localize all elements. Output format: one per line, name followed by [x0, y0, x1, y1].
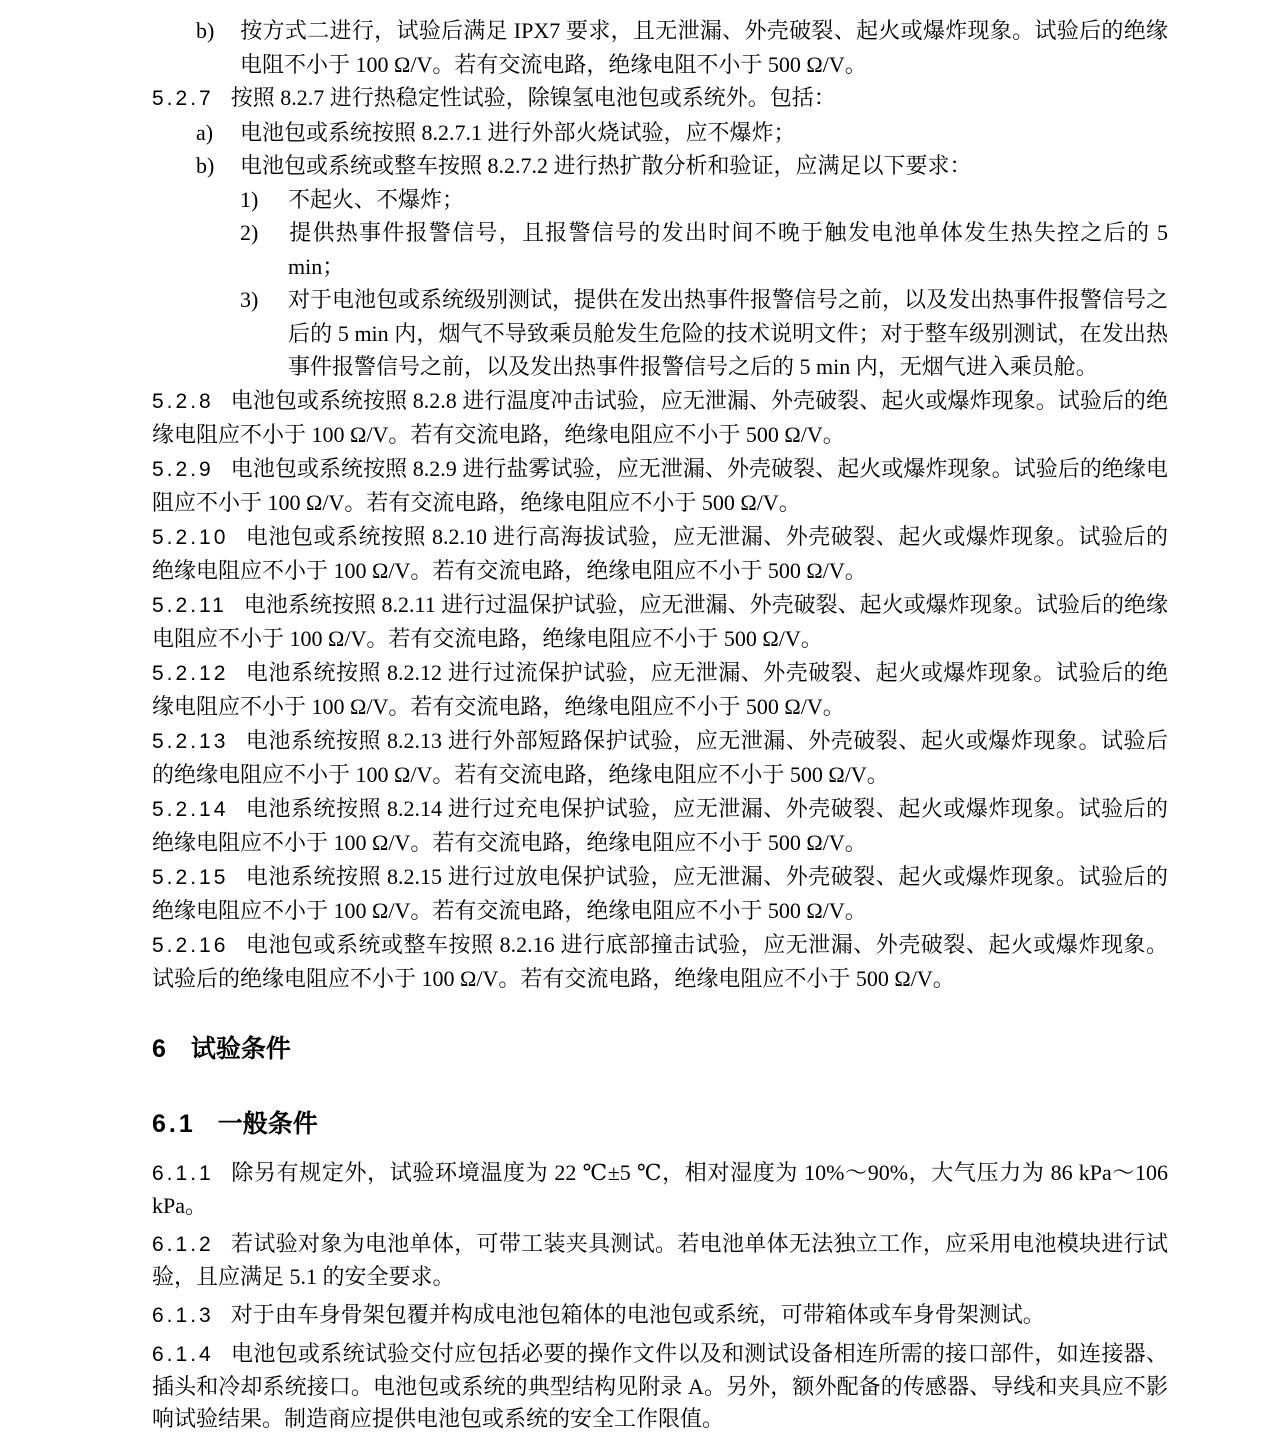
clause-text: 电池包或系统按照 8.2.7.1 进行外部火烧试验，应不爆炸；	[240, 119, 796, 145]
clause-text: 对于由车身骨架包覆并构成电池包箱体的电池包或系统，可带箱体或车身骨架测试。	[230, 1301, 1045, 1327]
clause-5-2-13	[152, 724, 1168, 792]
clause-text: 电池系统按照 8.2.11 进行过温保护试验，应无泄漏、外壳破裂、起火或爆炸现象。试验后的绝缘电阻应不小于 100 Ω/V。若有交流电路，绝缘电阻应不小于 500 Ω/V。	[152, 591, 1168, 651]
clause-5-2-10	[152, 520, 1168, 588]
clause-number: 5.2.16	[152, 933, 229, 957]
clause-5-2-11	[152, 588, 1168, 656]
clause-number: 6.1.1	[152, 1161, 214, 1185]
clause-number: b)	[196, 153, 215, 178]
section-heading-6	[152, 1034, 1168, 1064]
clause-text: 对于电池包或系统级别测试，提供在发出热事件报警信号之前，以及发出热事件报警信号之后的 5 min 内，烟气不导致乘员舱发生危险的技术说明文件；对于整车级别测试，在发出热事件报警信号之前，以及发出热事件报警信号之后的 5 min 内，无烟气进入乘员舱。	[288, 287, 1169, 379]
clause-number: 1)	[240, 186, 259, 212]
heading-text: 试验条件	[190, 1034, 291, 1063]
clause-text: 电池包或系统按照 8.2.9 进行盐雾试验，应无泄漏、外壳破裂、起火或爆炸现象。试验后的绝缘电阻应不小于 100 Ω/V。若有交流电路，绝缘电阻应不小于 500 Ω/V。	[152, 455, 1168, 515]
clause-text: 电池包或系统按照 8.2.10 进行高海拔试验，应无泄漏、外壳破裂、起火或爆炸现象。试验后的绝缘电阻应不小于 100 Ω/V。若有交流电路，绝缘电阻应不小于 500 Ω/V。	[152, 523, 1168, 583]
clause-number: b)	[196, 18, 215, 43]
clause-text: 电池包或系统或整车按照 8.2.16 进行底部撞击试验，应无泄漏、外壳破裂、起火或爆炸现象。试验后的绝缘电阻应不小于 100 Ω/V。若有交流电路，绝缘电阻应不小于 500 Ω/V。	[152, 931, 1168, 991]
sub-item-1	[152, 183, 1168, 217]
heading-number: 6.1	[152, 1109, 196, 1138]
clause-number: 5.2.9	[152, 457, 214, 481]
heading-text: 一般条件	[217, 1109, 318, 1138]
clause-number: 6.1.2	[152, 1232, 214, 1256]
clause-5-2-8	[152, 384, 1168, 452]
subsection-heading-6-1	[152, 1109, 1168, 1139]
clause-text: 电池包或系统或整车按照 8.2.7.2 进行热扩散分析和验证，应满足以下要求：	[240, 153, 972, 178]
clause-5-2-15	[152, 860, 1168, 928]
clause-text: 电池系统按照 8.2.14 进行过充电保护试验，应无泄漏、外壳破裂、起火或爆炸现象。试验后的绝缘电阻应不小于 100 Ω/V。若有交流电路，绝缘电阻应不小于 500 Ω/V。	[152, 795, 1168, 855]
clause-number: 6.1.3	[152, 1303, 214, 1327]
clause-number: 5.2.8	[152, 389, 214, 413]
clause-number: 6.1.4	[152, 1342, 214, 1366]
clause-number: 5.2.13	[152, 729, 229, 753]
list-item-a-fire-test	[152, 116, 1168, 150]
clause-text: 电池系统按照 8.2.15 进行过放电保护试验，应无泄漏、外壳破裂、起火或爆炸现象。试验后的绝缘电阻应不小于 100 Ω/V。若有交流电路，绝缘电阻应不小于 500 Ω/V。	[152, 863, 1168, 923]
clause-5-2-9	[152, 452, 1168, 520]
clause-number: 5.2.11	[152, 593, 227, 617]
clause-number: 5.2.12	[152, 661, 229, 685]
clause-text: 电池包或系统试验交付应包括必要的操作文件以及和测试设备相连所需的接口部件，如连接器、插头和冷却系统接口。电池包或系统的典型结构见附录 A。另外，额外配备的传感器、导线和夹具应不影响试验结果。制造商应提供电池包或系统的安全工作限值。	[152, 1340, 1168, 1431]
clause-text: 提供热事件报警信号，且报警信号的发出时间不晚于触发电池单体发生热失控之后的 5 min；	[288, 220, 1168, 279]
clause-number: 5.2.10	[152, 525, 229, 549]
heading-number: 6	[152, 1034, 169, 1063]
clause-text: 按照 8.2.7 进行热稳定性试验，除镍氢电池包或系统外。包括：	[230, 85, 836, 110]
clause-6-1-2	[152, 1228, 1168, 1293]
clause-text: 电池系统按照 8.2.12 进行过流保护试验，应无泄漏、外壳破裂、起火或爆炸现象。试验后的绝缘电阻应不小于 100 Ω/V。若有交流电路，绝缘电阻应不小于 500 Ω/V。	[152, 659, 1168, 719]
clause-number: 2)	[240, 220, 259, 245]
clause-text: 除另有规定外，试验环境温度为 22 ℃±5 ℃，相对湿度为 10%～90%，大气压力为 86 kPa～106 kPa。	[152, 1159, 1168, 1218]
clause-number: 5.2.7	[152, 87, 214, 110]
list-item-b-thermal-diffusion	[152, 149, 1168, 183]
clause-number: 5.2.15	[152, 865, 229, 889]
clause-5-2-7	[152, 81, 1168, 116]
document-page	[152, 14, 1168, 1441]
clause-number: 3)	[240, 287, 259, 312]
sub-item-3	[152, 283, 1168, 384]
clause-number: 5.2.14	[152, 797, 229, 821]
clause-6-1-1	[152, 1157, 1168, 1222]
clause-5-2-16	[152, 928, 1168, 996]
clause-text: 电池包或系统按照 8.2.8 进行温度冲击试验，应无泄漏、外壳破裂、起火或爆炸现象。试验后的绝缘电阻应不小于 100 Ω/V。若有交流电路，绝缘电阻应不小于 500 Ω/V。	[152, 387, 1168, 447]
clause-text: 若试验对象为电池单体，可带工装夹具测试。若电池单体无法独立工作，应采用电池模块进行试验，且应满足 5.1 的安全要求。	[152, 1230, 1168, 1289]
clause-5-2-12	[152, 656, 1168, 724]
clause-text: 不起火、不爆炸；	[288, 186, 465, 212]
clause-5-2-14	[152, 792, 1168, 860]
list-item-b-ipx7	[152, 14, 1168, 81]
clause-text: 电池系统按照 8.2.13 进行外部短路保护试验，应无泄漏、外壳破裂、起火或爆炸现象。试验后的绝缘电阻应不小于 100 Ω/V。若有交流电路，绝缘电阻应不小于 500 Ω/V。	[152, 727, 1168, 787]
clause-6-1-3	[152, 1299, 1168, 1332]
clause-number: a)	[196, 119, 214, 145]
clause-text: 按方式二进行，试验后满足 IPX7 要求，且无泄漏、外壳破裂、起火或爆炸现象。试验后的绝缘电阻不小于 100 Ω/V。若有交流电路，绝缘电阻不小于 500 Ω/V。	[240, 18, 1168, 77]
sub-item-2	[152, 216, 1168, 283]
